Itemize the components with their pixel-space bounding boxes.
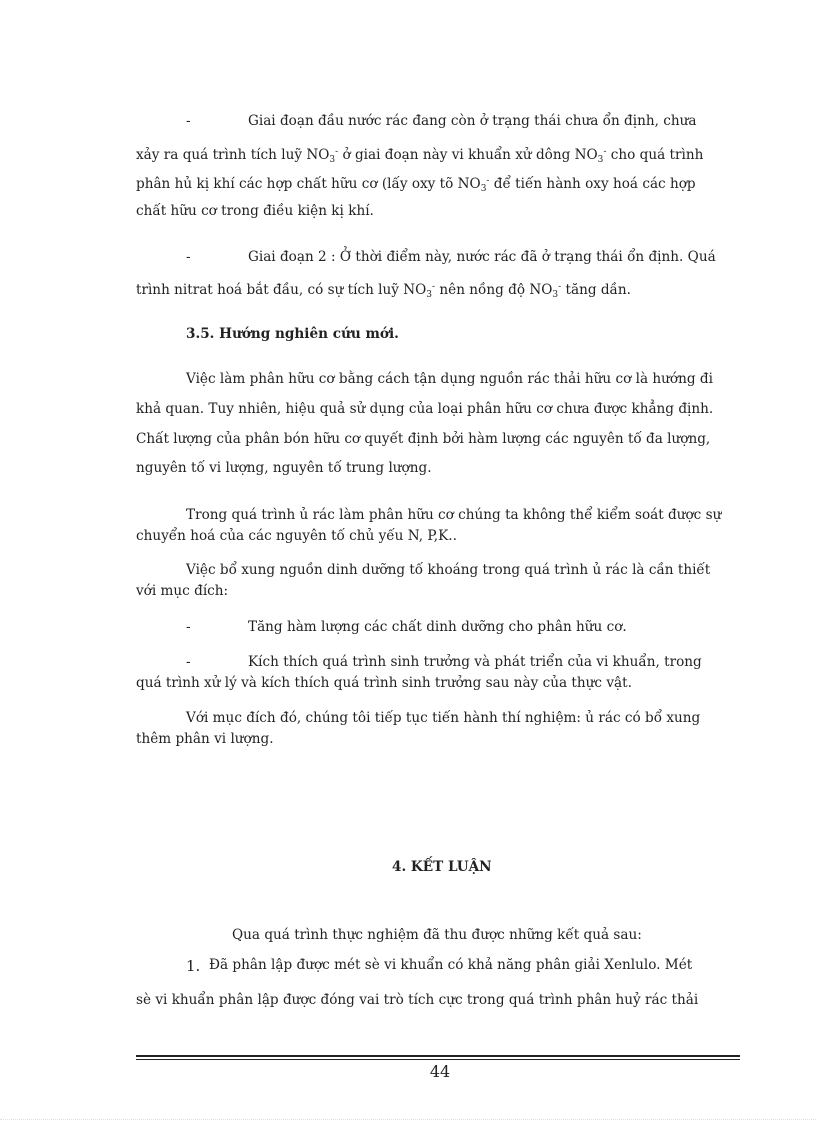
text-line: với mục đích: bbox=[136, 583, 229, 599]
text-line: sè vi khuẩn phân lập được đóng vai trò tích cực trong quá trình phân huỷ rác thải bbox=[136, 992, 699, 1008]
footer-rule-thin bbox=[136, 1059, 740, 1060]
text-line: Trong quá trình ủ rác làm phân hữu cơ chúng ta không thể kiểm soát được sự bbox=[186, 507, 722, 523]
text-line: chất hữu cơ trong điều kiện kị khí. bbox=[136, 203, 374, 219]
dash-marker: - bbox=[186, 249, 191, 265]
chapter-heading: 4. KẾT LUẬN bbox=[392, 859, 492, 875]
text-line: khả quan. Tuy nhiên, hiệu quả sử dụng của loại phân hữu cơ chưa được khẳng định. bbox=[136, 401, 714, 417]
text-line: thêm phân vi lượng. bbox=[136, 731, 274, 747]
section-heading: 3.5. Hướng nghiên cứu mới. bbox=[186, 326, 399, 342]
text-line: Chất lượng của phân bón hữu cơ quyết định bởi hàm lượng các nguyên tố đa lượng, bbox=[136, 431, 711, 447]
text-line: phân hủ kị khí các hợp chất hữu cơ (lấy oxy tõ $NO_3^-$ để tiến hành oxy hoá các hợp bbox=[136, 176, 696, 194]
text-line: Đã phân lập được mét sè vi khuẩn có khả năng phân giải Xenlulo. Mét bbox=[209, 957, 693, 973]
footer-rule bbox=[136, 1055, 740, 1057]
text-line: Kích thích quá trình sinh trưởng và phát triển của vi khuẩn, trong bbox=[248, 654, 702, 670]
text-line: Việc bổ xung nguồn dinh dưỡng tố khoáng trong quá trình ủ rác là cần thiết bbox=[186, 562, 711, 578]
text-line: trình nitrat hoá bắt đầu, có sự tích luỹ $NO_3^-$ nên nồng độ $NO_3^-$ tăng dần. bbox=[136, 282, 631, 300]
text-line: Việc làm phân hữu cơ bằng cách tận dụng nguồn rác thải hữu cơ là hướng đi bbox=[186, 371, 713, 387]
text-line: Với mục đích đó, chúng tôi tiếp tục tiến hành thí nghiệm: ủ rác có bổ xung bbox=[186, 710, 701, 726]
page-edge-dots bbox=[0, 1119, 816, 1120]
list-number: 1. bbox=[186, 957, 201, 975]
text-line: Tăng hàm lượng các chất dinh dưỡng cho phân hữu cơ. bbox=[248, 619, 627, 635]
dash-marker: - bbox=[186, 113, 191, 129]
text-line: xảy ra quá trình tích luỹ $NO_3^-$ ở giai đoạn này vi khuẩn xử dông $NO_3^-$ cho quá trình bbox=[136, 147, 704, 165]
text-line: Giai đoạn 2 : Ở thời điểm này, nước rác đã ở trạng thái ổn định. Quá bbox=[248, 249, 716, 265]
text-line: chuyển hoá của các nguyên tố chủ yếu N, P,K.. bbox=[136, 528, 457, 544]
text-line: Qua quá trình thực nghiệm đã thu được những kết quả sau: bbox=[232, 927, 642, 943]
text-line: Giai đoạn đầu nước rác đang còn ở trạng thái chưa ổn định, chưa bbox=[248, 113, 697, 129]
dash-marker: - bbox=[186, 654, 191, 670]
text-line: quá trình xử lý và kích thích quá trình sinh trưởng sau này của thực vật. bbox=[136, 675, 632, 691]
page-number: 44 bbox=[429, 1062, 451, 1081]
dash-marker: - bbox=[186, 619, 191, 635]
text-line: nguyên tố vi lượng, nguyên tố trung lượng. bbox=[136, 460, 432, 476]
